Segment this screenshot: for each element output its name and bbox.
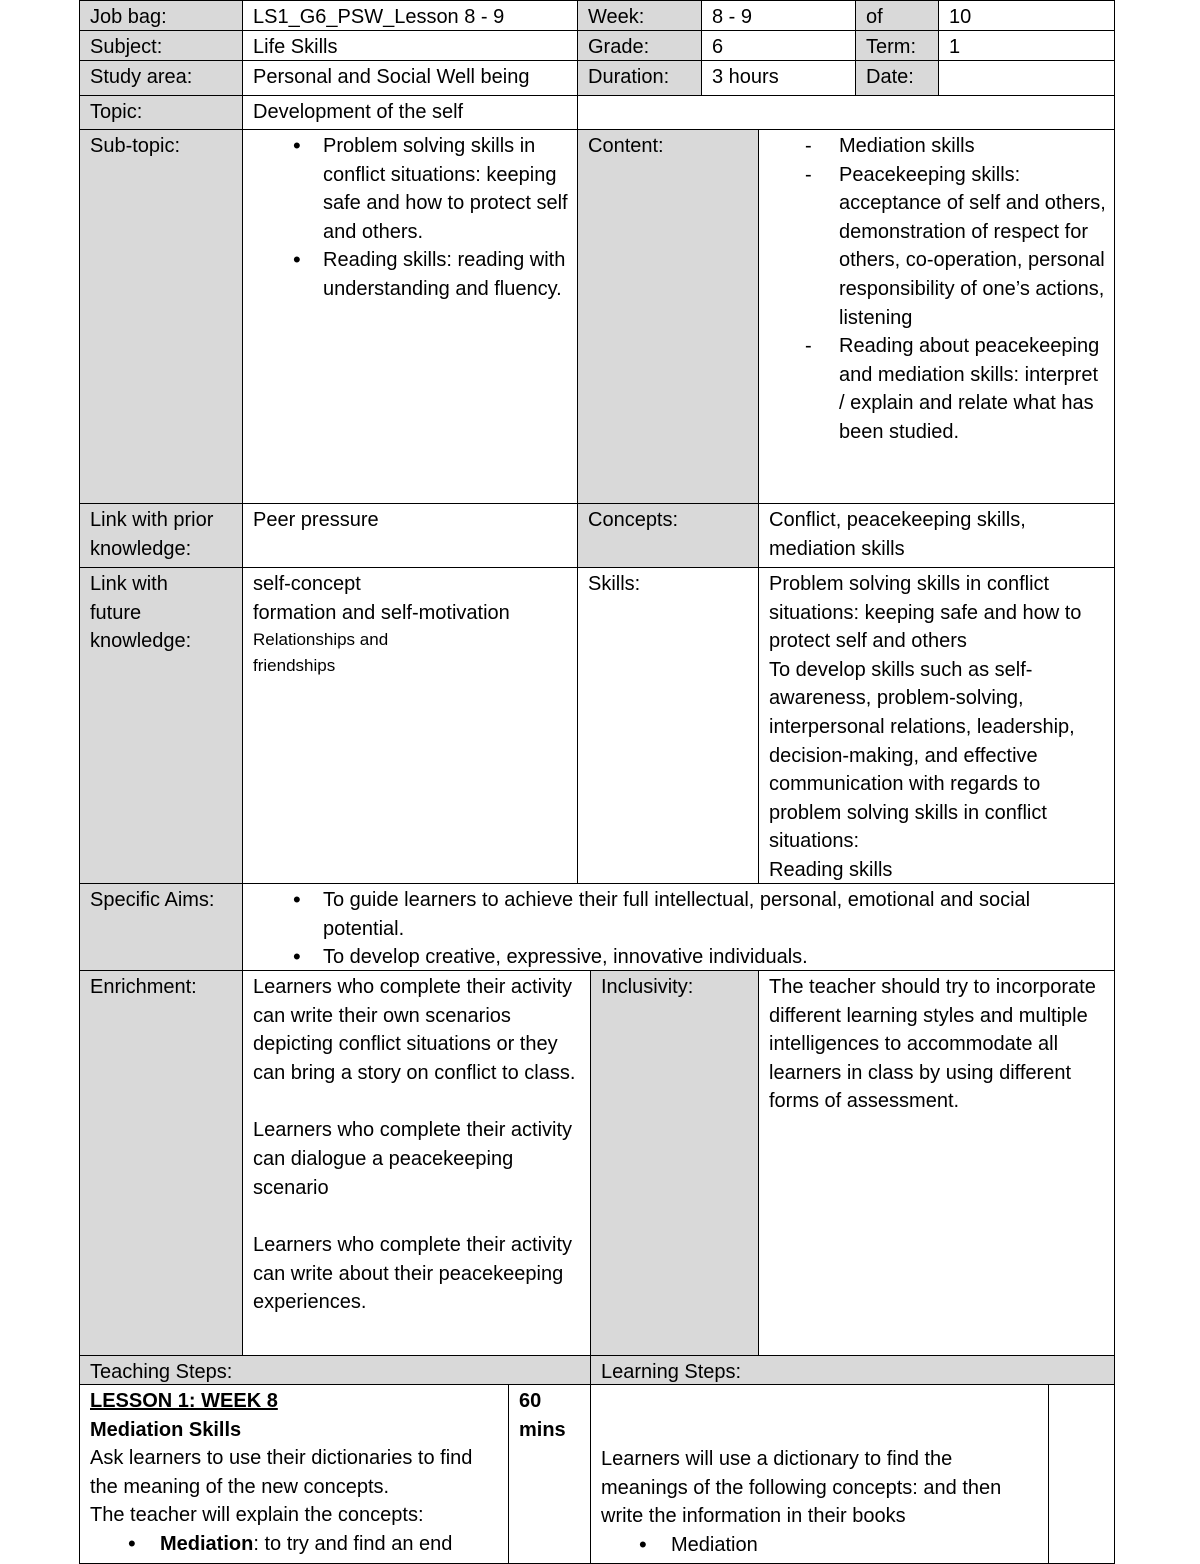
of-label: of [855,0,939,31]
term-mediation: Mediation [160,1532,254,1555]
subject-label: Subject: [79,30,243,61]
learning-steps-header: Learning Steps: [590,1355,1115,1385]
subject-value: Life Skills [242,30,578,61]
topic-value: Development of the self [242,95,578,130]
grade-label: Grade: [577,30,702,61]
date-label: Date: [855,60,939,96]
lesson-text-1: Ask learners to use their dictionaries to find the meaning of the new concepts. [90,1447,473,1498]
content-list [769,132,1106,447]
skills-label-area: Skills: [577,567,759,884]
enrichment-paragraph: Learners who complete their activity can write about their peacekeeping experiences. [253,1234,573,1314]
content-label: Content: [577,129,759,504]
week-value: 8 - 9 [701,0,856,31]
subtopic-label: Sub-topic: [79,129,243,504]
inclusivity-label: Inclusivity: [590,970,759,1356]
term-value: 1 [938,30,1115,61]
duration-value: 3 hours [701,60,856,96]
subtopic-list [253,132,569,304]
future-line-2: formation and self-motivation [253,601,510,624]
future-knowledge-value [242,567,578,884]
list-item: • Mediation [601,1531,1040,1560]
week-label: Week: [577,0,702,31]
list-item: - Mediation skills [769,132,1106,161]
duration-label: Duration: [577,60,702,96]
date-value [938,60,1115,96]
study-area-label: Study area: [79,60,243,96]
list-item: • Problem solving skills in conflict situations: keeping safe and how to protect self and others. [253,132,569,246]
grade-value: 6 [701,30,856,61]
list-item: • To develop creative, expressive, innovative individuals. [253,943,1106,971]
skills-paragraph-2: To develop skills such as self-awareness, problem-solving, interpersonal relations, leadership, decision-making, and effective communication with regards to problem solving skills in conflict situations: [769,658,1075,853]
prior-knowledge-label: Link with prior knowledge: [79,503,243,568]
prior-knowledge-value: Peer pressure [242,503,578,568]
learning-list [601,1531,1040,1560]
topic-empty [577,95,1115,130]
content-value [758,129,1115,504]
study-area-value: Personal and Social Well being [242,60,578,96]
list-item: - Peacekeeping skills: acceptance of self and others, demonstration of respect for others, co-operation, personal responsibility of one’s actions, listening [769,161,1106,333]
future-line-4: friendships [253,656,336,676]
lesson-subheading: Mediation Skills [90,1418,242,1441]
skills-value [758,567,1115,884]
concepts-value: Conflict, peacekeeping skills, mediation skills [758,503,1115,568]
skills-paragraph-3: Reading skills [769,858,893,881]
teaching-steps-header: Teaching Steps: [79,1355,591,1385]
job-bag-value: LS1_G6_PSW_Lesson 8 - 9 [242,0,578,31]
specific-aims-label: Specific Aims: [79,883,243,971]
lesson-list [90,1530,500,1559]
of-value: 10 [938,0,1115,31]
inclusivity-value: The teacher should try to incorporate different learning styles and multiple intelligences to accommodate all learners in class by using different forms of assessment. [758,970,1115,1356]
lesson-learning-cell [590,1384,1049,1564]
aims-list [253,886,1106,971]
job-bag-label: Job bag: [79,0,243,31]
enrichment-label: Enrichment: [79,970,243,1356]
term-definition: : to try and find an end [253,1532,453,1555]
enrichment-value [242,970,591,1356]
lesson-teaching-cell [79,1384,509,1564]
topic-label: Topic: [79,95,243,130]
enrichment-paragraph: Learners who complete their activity can write their own scenarios depicting conflict situations or they can bring a story on conflict to class. [253,976,576,1084]
future-line-1: self-concept [253,573,361,595]
lesson-heading: LESSON 1: WEEK 8 [90,1390,278,1412]
lesson-text-2: The teacher will explain the concepts: [90,1504,424,1527]
future-knowledge-label: Link with future knowledge: [79,567,243,884]
future-line-3: Relationships and [253,630,389,650]
skills-paragraph-1: Problem solving skills in conflict situations: keeping safe and how to protect self and others [769,573,1082,653]
specific-aims-value [242,883,1115,971]
list-item: • Reading skills: reading with understanding and fluency. [253,246,569,303]
concepts-label: Concepts: [577,503,759,568]
learning-text: Learners will use a dictionary to find the meanings of the following concepts: and then write the information in their books [601,1448,1002,1528]
list-item: • To guide learners to achieve their full intellectual, personal, emotional and social potential. [253,886,1106,943]
lesson-time-cell: 60 mins [508,1384,591,1564]
term-label: Term: [855,30,939,61]
enrichment-paragraph: Learners who complete their activity can dialogue a peacekeeping scenario [253,1119,573,1199]
lesson-extra-cell [1048,1384,1115,1564]
list-item [90,1530,500,1559]
list-item: - Reading about peacekeeping and mediation skills: interpret / explain and relate what has been studied. [769,332,1106,446]
subtopic-value [242,129,578,504]
